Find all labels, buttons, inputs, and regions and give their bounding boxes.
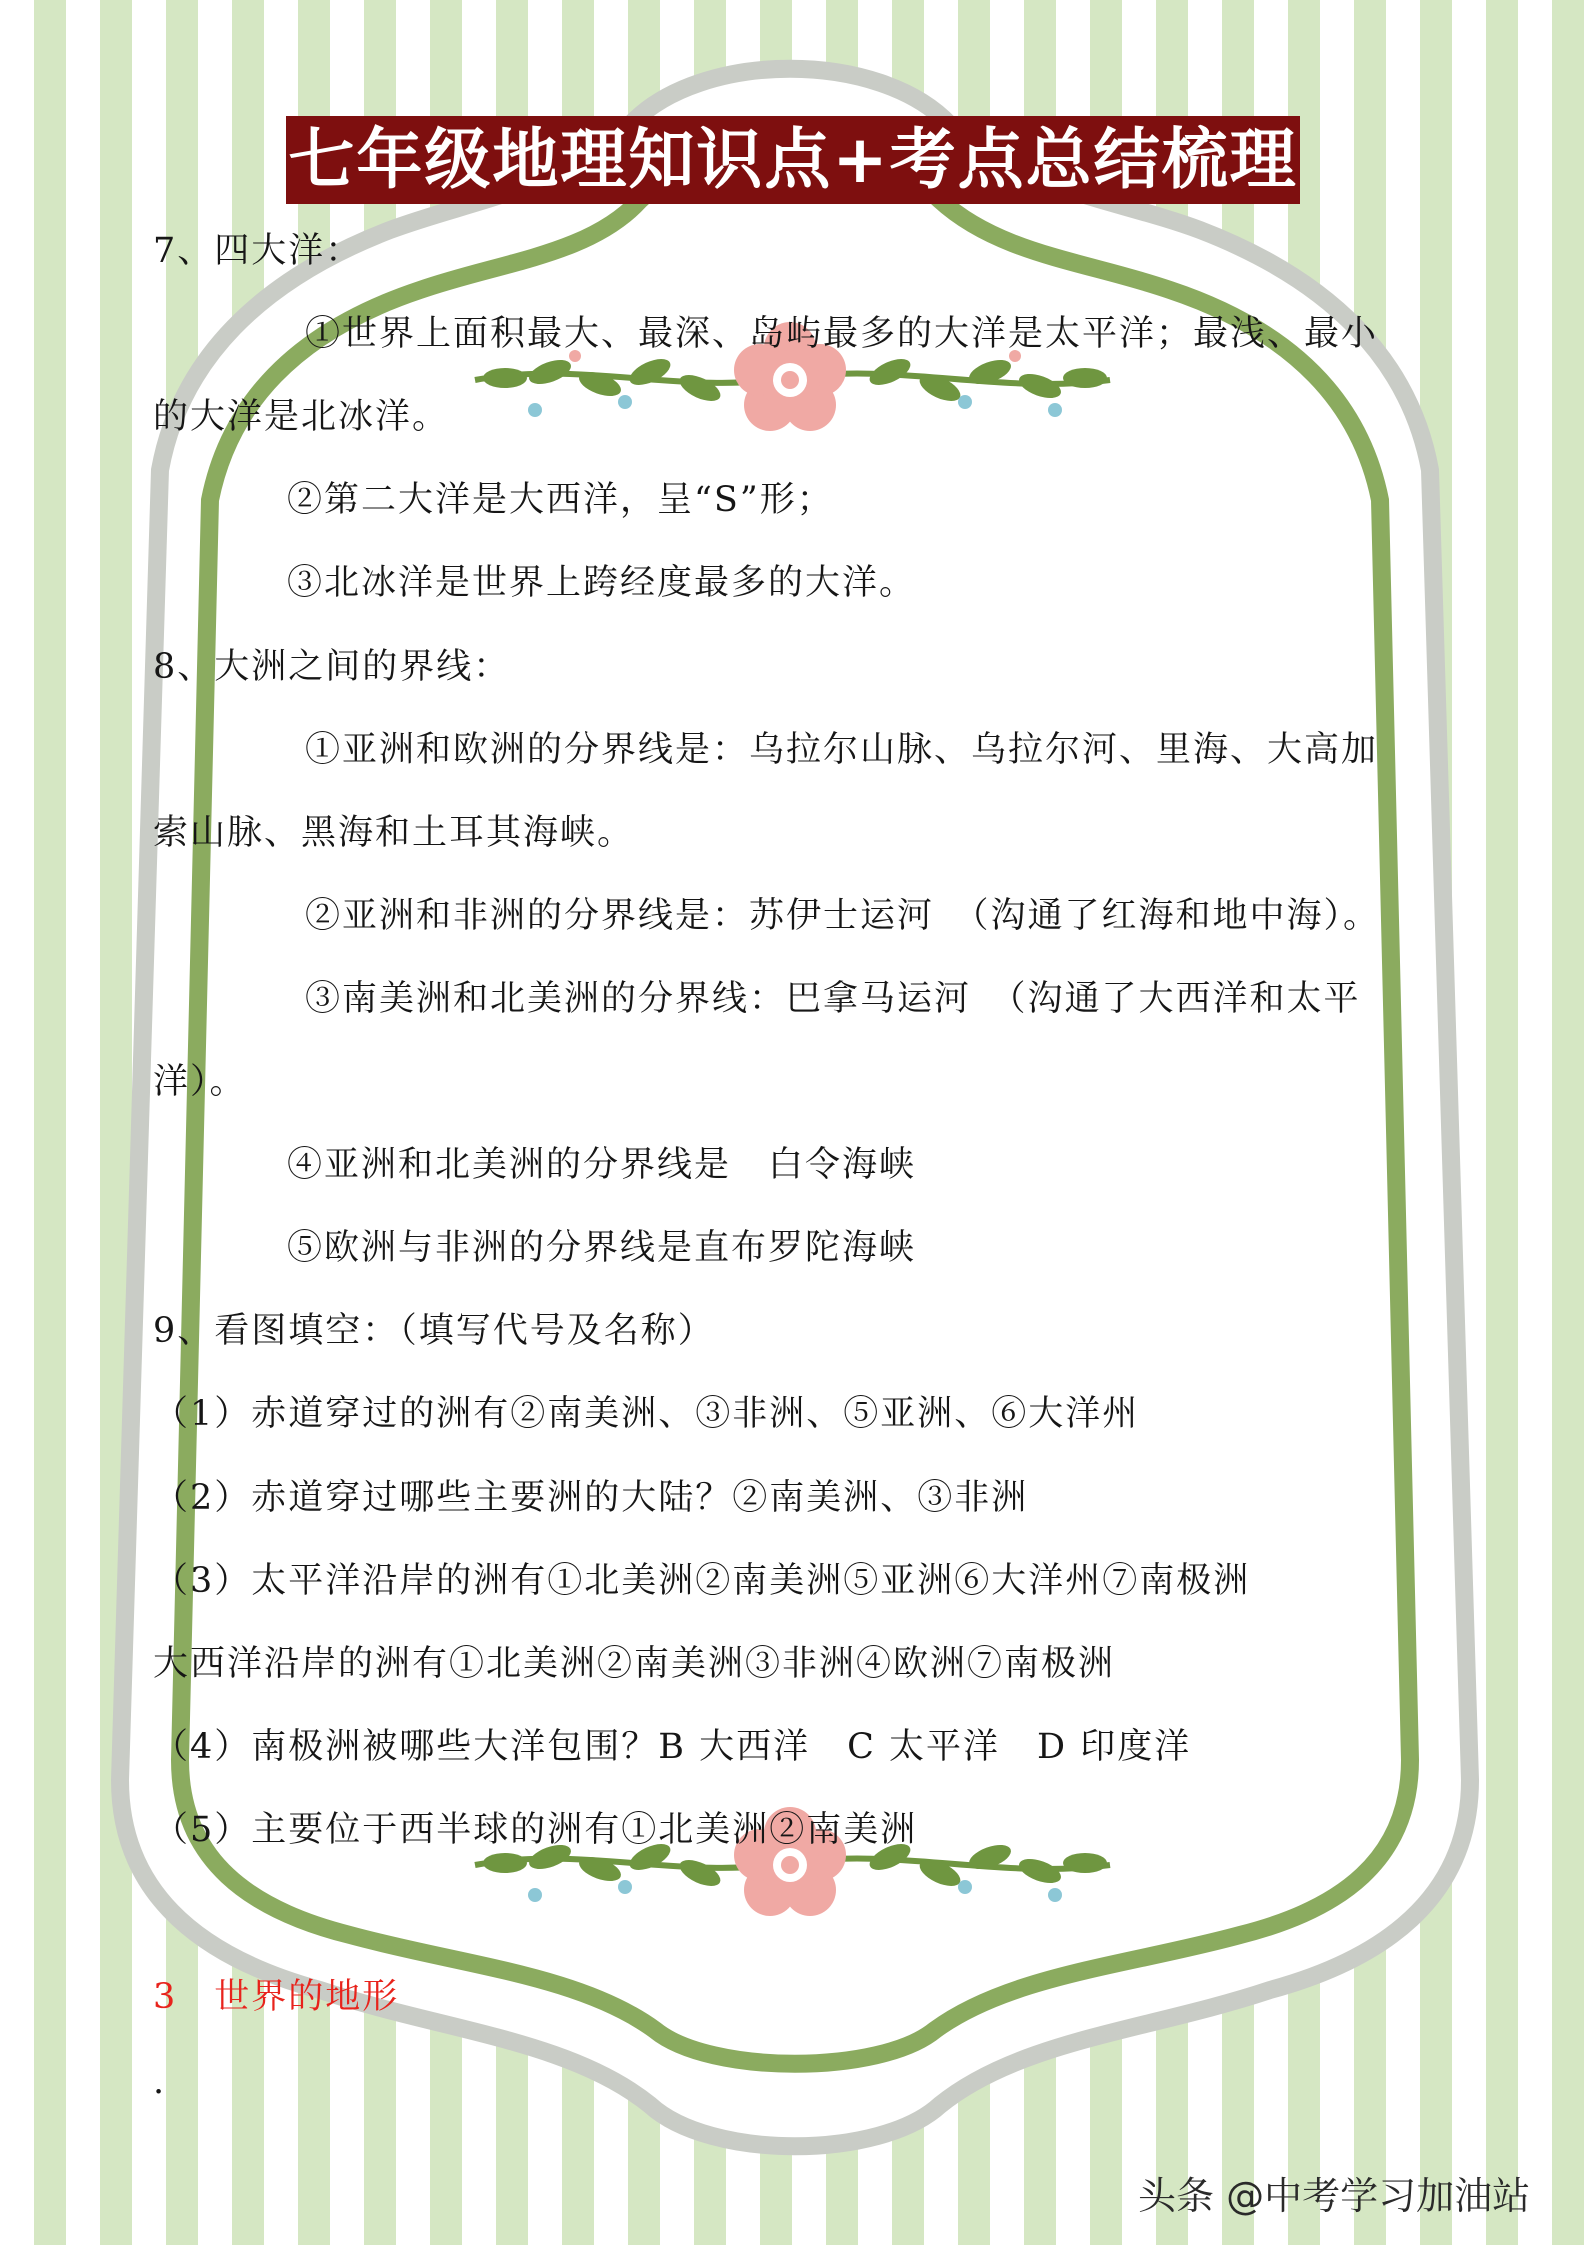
page-title: 七年级地理知识点+考点总结梳理 (286, 116, 1300, 204)
section-7-heading: 7、四大洋： (153, 231, 363, 271)
section-8-item-5: ⑤欧洲与非洲的分界线是直布罗陀海峡 (287, 1228, 917, 1268)
section-9-question-3-cont: 大西洋沿岸的洲有①北美洲②南美洲③非洲④欧洲⑦南极洲 (153, 1644, 1116, 1684)
section-9-question-2: （2）赤道穿过哪些主要洲的大陆？②南美洲、③非洲 (153, 1478, 1029, 1518)
section-9-question-1: （1）赤道穿过的洲有②南美洲、③非洲、⑤亚洲、⑥大洋州 (153, 1394, 1140, 1434)
section-8-item-2: ②亚洲和非洲的分界线是：苏伊士运河 （沟通了红海和地中海）。 (305, 896, 1381, 936)
section-9-question-4: （4）南极洲被哪些大洋包围？B 大西洋 C 太平洋 D 印度洋 (153, 1727, 1192, 1767)
section-8-item-4: ④亚洲和北美洲的分界线是 白令海峡 (287, 1145, 917, 1185)
watermark: 头条 @中考学习加油站 (1138, 2174, 1531, 2218)
section-9-question-5: （5）主要位于西半球的洲有①北美洲②南美洲 (153, 1810, 918, 1850)
frame-green-outline (180, 155, 1410, 2064)
section-8-item-1-cont: 索山脉、黑海和土耳其海峡。 (153, 813, 635, 853)
trailing-dot: . (153, 2062, 167, 2102)
section-7-item-2: ②第二大洋是大西洋，呈“S”形； (287, 480, 834, 520)
section-8-heading: 8、大洲之间的界线： (153, 647, 511, 687)
section-7-item-3: ③北冰洋是世界上跨经度最多的大洋。 (287, 563, 917, 603)
section-8-item-3: ③南美洲和北美洲的分界线：巴拿马运河 （沟通了大西洋和太平 (305, 979, 1361, 1019)
section-8-item-1: ①亚洲和欧洲的分界线是：乌拉尔山脉、乌拉尔河、里海、大高加 (305, 730, 1379, 770)
section-7-item-1-cont: 的大洋是北冰洋。 (153, 397, 450, 437)
section-8-item-3-cont: 洋）。 (153, 1062, 247, 1102)
section-9-question-3: （3）太平洋沿岸的洲有①北美洲②南美洲⑤亚洲⑥大洋州⑦南极洲 (153, 1561, 1251, 1601)
section-7-item-1: ①世界上面积最大、最深、岛屿最多的大洋是太平洋；最浅、最小 (305, 314, 1379, 354)
section-9-heading: 9、看图填空：（填写代号及名称） (153, 1311, 715, 1351)
section-3-title: 3 世界的地形 (153, 1977, 400, 2017)
